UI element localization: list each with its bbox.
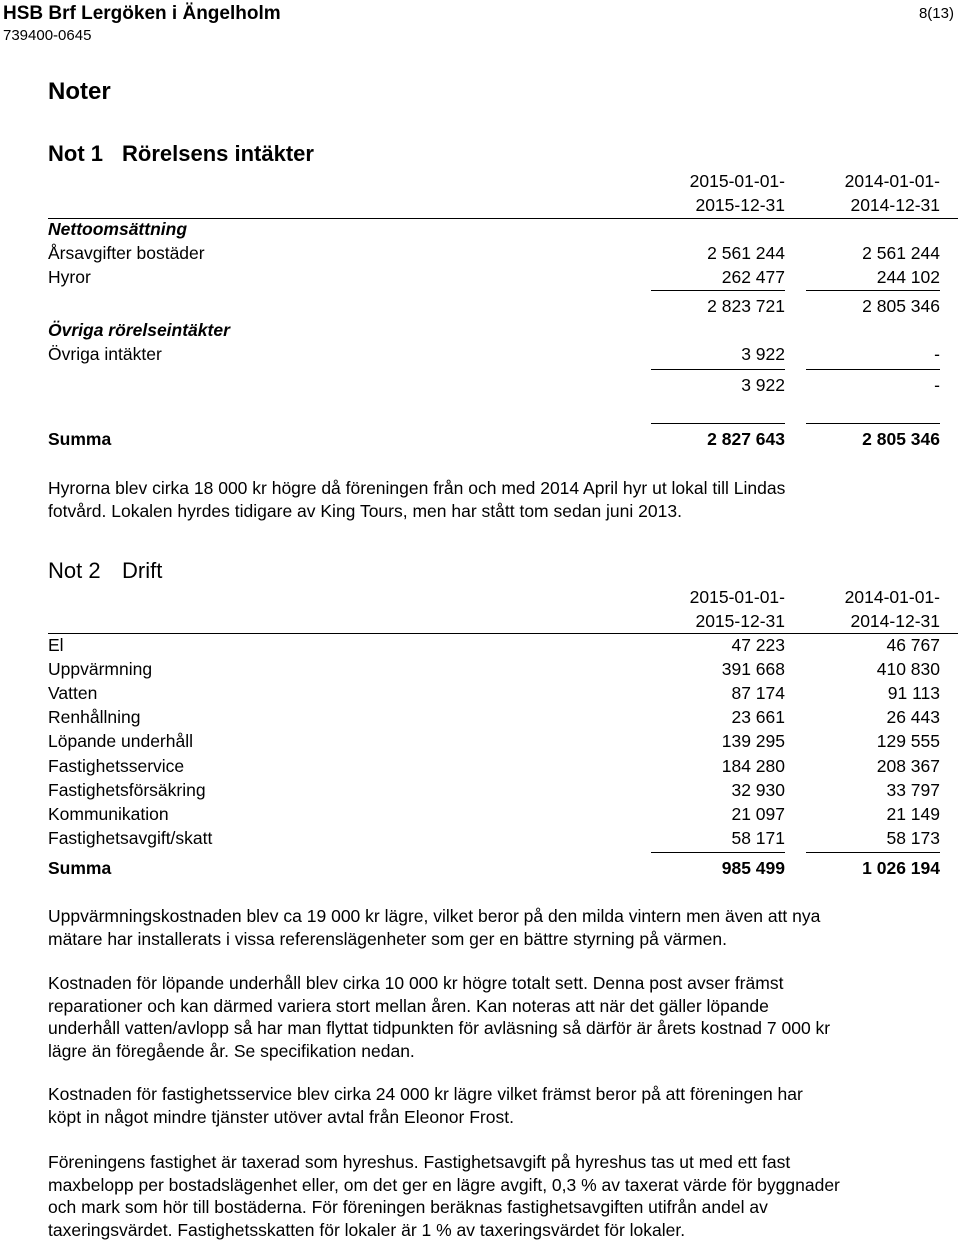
table-row xyxy=(48,635,940,659)
text-line: underhåll vatten/avlopp så har man flyttat tidpunkten för avläsning så därför är årets kostnad 7 000 kr xyxy=(48,1018,831,1039)
total-row xyxy=(48,858,940,882)
value-2015: 3 922 xyxy=(741,344,785,364)
table-row xyxy=(48,731,940,755)
text-line: Hyrorna blev cirka 18 000 kr högre då föreningen från och med 2014 April hyr ut lokal till Lindas xyxy=(48,478,786,498)
total-row xyxy=(48,429,940,453)
col-header-line: 2014-12-31 xyxy=(850,611,940,631)
value-2014: 1 026 194 xyxy=(862,858,940,878)
table-row xyxy=(48,804,940,828)
note-2-paragraph-heating xyxy=(48,905,948,950)
row-label: Hyror xyxy=(48,267,91,287)
section-label: Övriga rörelseintäkter xyxy=(48,320,230,340)
note-2-paragraph-service xyxy=(48,1083,948,1128)
value-2014: 91 113 xyxy=(887,683,940,703)
text-line: Kostnaden för löpande underhåll blev cirka 10 000 kr högre totalt sett. Denna post avser främst xyxy=(48,973,784,993)
value-2014: 129 555 xyxy=(876,731,940,751)
value-2014: 26 443 xyxy=(886,707,940,727)
subtotal-rule xyxy=(651,369,785,370)
col-header-line: 2014-12-31 xyxy=(850,195,940,215)
text-line: köpt in något mindre tjänster utöver avtal från Eleonor Frost. xyxy=(48,1106,514,1127)
value-2015: 47 223 xyxy=(731,635,785,655)
value-2015: 32 930 xyxy=(731,780,785,800)
note-2-col-2015-header xyxy=(690,585,785,633)
value-2014: 58 173 xyxy=(886,828,940,848)
row-label: Renhållning xyxy=(48,707,141,727)
text-line: lägre än föregående år. Se specifikation nedan. xyxy=(48,1040,415,1061)
note-2-number: Not 2 xyxy=(48,558,101,583)
text-line: fotvård. Lokalen hyrdes tidigare av King Tours, men har stått tom sedan juni 2013. xyxy=(48,500,682,521)
row-label: Löpande underhåll xyxy=(48,731,193,751)
value-2014: 410 830 xyxy=(876,659,940,679)
value-2015: 3 922 xyxy=(741,375,785,395)
value-2014: 2 805 346 xyxy=(862,429,940,449)
table-row xyxy=(48,243,940,267)
row-label: Årsavgifter bostäder xyxy=(48,243,205,263)
organization-name: HSB Brf Lergöken i Ängelholm xyxy=(3,3,281,24)
col-header-line: 2015-01-01- xyxy=(689,587,785,607)
col-header-line: 2014-01-01- xyxy=(844,171,940,191)
value-2015: 985 499 xyxy=(721,858,785,878)
note-1-name: Rörelsens intäkter xyxy=(122,141,314,166)
text-line: mätare har installerats i vissa referenslägenheter som ger en bättre styrning på värmen. xyxy=(48,928,727,949)
note-2-name: Drift xyxy=(122,558,163,583)
col-header-line: 2015-12-31 xyxy=(695,195,785,215)
section-heading xyxy=(48,320,940,344)
section-label: Nettoomsättning xyxy=(48,219,188,239)
row-label: Fastighetsavgift/skatt xyxy=(48,828,213,848)
table-row xyxy=(48,780,940,804)
col-header-line: 2015-01-01- xyxy=(689,171,785,191)
organization-number: 739400-0645 xyxy=(3,27,92,44)
note-2-heading xyxy=(48,558,162,584)
subtotal-rule xyxy=(651,290,785,291)
note-2-paragraph-property-tax xyxy=(48,1151,948,1241)
text-line: Föreningens fastighet är taxerad som hyreshus. Fastighetsavgift på hyreshus tas ut med ett fast xyxy=(48,1152,791,1172)
value-2014: 46 767 xyxy=(886,635,940,655)
text-line: och mark som hör till bostäderna. För föreningen beräknas fastighetsavgiften utifrån andel av xyxy=(48,1197,768,1218)
value-2015: 2 561 244 xyxy=(707,243,785,263)
subtotal-rule xyxy=(806,290,940,291)
value-2015: 2 823 721 xyxy=(707,296,785,316)
text-line: Kostnaden för fastighetsservice blev cirka 24 000 kr lägre vilket främst beror på att föreningen har xyxy=(48,1084,803,1104)
row-label: El xyxy=(48,635,64,655)
note-1-number: Not 1 xyxy=(48,141,103,166)
total-rule xyxy=(806,852,940,853)
note-1-comment xyxy=(48,477,948,522)
value-2014: - xyxy=(934,375,940,395)
section-heading xyxy=(48,219,940,243)
page-number: 8(13) xyxy=(918,5,954,22)
row-label: Fastighetsförsäkring xyxy=(48,780,206,800)
table-row xyxy=(48,683,940,707)
row-label: Uppvärmning xyxy=(48,659,153,679)
value-2014: 2 805 346 xyxy=(862,296,940,316)
value-2015: 391 668 xyxy=(721,659,785,679)
total-rule xyxy=(806,423,940,424)
text-line: maxbelopp per bostadslägenhet eller, om det ger en lägre avgift, 0,3 % av taxerat värde för byggnader xyxy=(48,1174,840,1195)
value-2015: 58 171 xyxy=(731,828,785,848)
subtotal-row xyxy=(48,296,940,320)
subtotal-rule xyxy=(806,369,940,370)
value-2015: 184 280 xyxy=(721,756,785,776)
text-line: reparationer och kan därmed variera stort mellan åren. Kan noteras att när det gäller löpande xyxy=(48,995,769,1016)
value-2014: 33 797 xyxy=(886,780,940,800)
value-2015: 139 295 xyxy=(721,731,785,751)
text-line: taxeringsvärdet. Fastighetsskatten för lokaler är 1 % av taxeringsvärdet för lokaler. xyxy=(48,1219,686,1240)
subtotal-row xyxy=(48,375,940,399)
row-label: Summa xyxy=(48,429,112,449)
note-2-paragraph-maintenance xyxy=(48,972,948,1062)
value-2014: - xyxy=(934,344,940,364)
col-header-line: 2015-12-31 xyxy=(695,611,785,631)
table-row xyxy=(48,707,940,731)
note-1-col-2014-header xyxy=(845,169,940,217)
value-2014: 208 367 xyxy=(876,756,940,776)
value-2014: 21 149 xyxy=(886,804,940,824)
table-row xyxy=(48,756,940,780)
row-label: Summa xyxy=(48,858,112,878)
value-2015: 23 661 xyxy=(731,707,785,727)
note-1-col-2015-header xyxy=(690,169,785,217)
note-2-col-2014-header xyxy=(845,585,940,633)
value-2014: 2 561 244 xyxy=(862,243,940,263)
table-row xyxy=(48,267,940,291)
row-label: Fastighetsservice xyxy=(48,756,185,776)
total-rule xyxy=(651,423,785,424)
value-2015: 87 174 xyxy=(731,683,785,703)
text-line: Uppvärmningskostnaden blev ca 19 000 kr lägre, vilket beror på den milda vintern men även att nya xyxy=(48,906,821,926)
table-header-rule xyxy=(48,633,958,634)
col-header-line: 2014-01-01- xyxy=(844,587,940,607)
row-label: Vatten xyxy=(48,683,98,703)
value-2015: 262 477 xyxy=(721,267,785,287)
table-row xyxy=(48,344,940,368)
page-title: Noter xyxy=(48,78,111,105)
value-2015: 2 827 643 xyxy=(707,429,785,449)
note-1-heading xyxy=(48,141,314,167)
value-2015: 21 097 xyxy=(731,804,785,824)
row-label: Övriga intäkter xyxy=(48,344,162,364)
value-2014: 244 102 xyxy=(876,267,940,287)
total-rule xyxy=(651,852,785,853)
table-row xyxy=(48,828,940,852)
row-label: Kommunikation xyxy=(48,804,169,824)
table-row xyxy=(48,659,940,683)
